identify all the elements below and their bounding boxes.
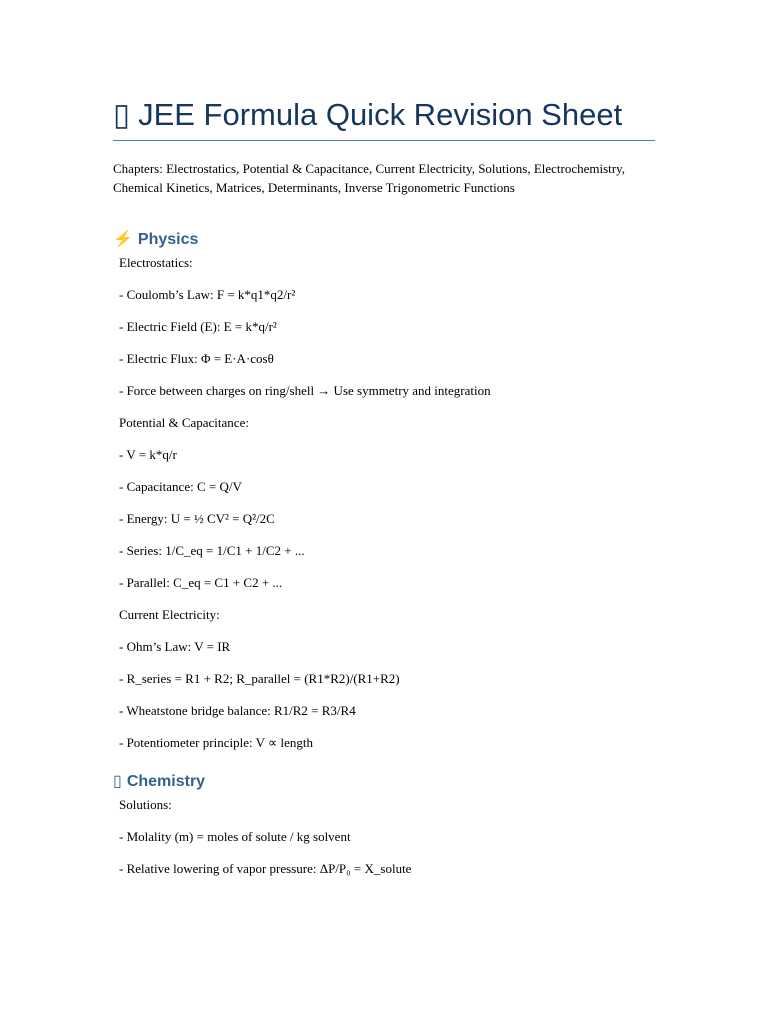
formula-line: - R_series = R1 + R2; R_parallel = (R1*R2)/(R1+R2): [119, 671, 400, 686]
formula-line: - Force between charges on ring/shell → Use symmetry and integration: [119, 383, 491, 398]
book-icon: ▯: [113, 97, 131, 132]
flask-icon: ▯: [113, 773, 122, 790]
subheading-current-electricity: Current Electricity:: [119, 607, 220, 622]
section-heading-chemistry: [113, 772, 655, 792]
formula-line: - Electric Flux: Φ = E·A·cosθ: [119, 351, 274, 366]
section-heading-text: Chemistry: [126, 773, 206, 790]
section-chemistry: [113, 772, 655, 878]
formula-line: - Molality (m) = moles of solute / kg solvent: [119, 829, 351, 844]
subheading-solutions: Solutions:: [119, 797, 172, 812]
formula-line: - Coulomb’s Law: F = k*q1*q2/r²: [119, 287, 296, 302]
formula-line: - Capacitance: C = Q/V: [119, 479, 242, 494]
formula-line: - Ohm’s Law: V = IR: [119, 639, 231, 654]
chapters-list: Chapters: Electrostatics, Potential & Capacitance, Current Electricity, Solutions, Electrochemistry, Chemical Kinetics, Matrices, Determinants, Inverse Trigonometric Functions: [113, 161, 626, 195]
formula-line: - V = k*q/r: [119, 447, 177, 462]
section-heading-text: Physics: [137, 231, 199, 248]
section-heading-physics: [113, 230, 655, 250]
formula-line: - Wheatstone bridge balance: R1/R2 = R3/R4: [119, 703, 356, 718]
formula-line: - Electric Field (E): E = k*q/r²: [119, 319, 277, 334]
subheading-electrostatics: Electrostatics:: [119, 255, 193, 270]
formula-line: - Parallel: C_eq = C1 + C2 + ...: [119, 575, 283, 590]
formula-line: - Potentiometer principle: V ∝ length: [119, 735, 314, 750]
formula-line: - Relative lowering of vapor pressure: ΔP/P₀ = X_solute: [119, 861, 412, 876]
subheading-potential-capacitance: Potential & Capacitance:: [119, 415, 249, 430]
lightning-icon: ⚡: [113, 231, 133, 248]
section-physics: [113, 230, 655, 752]
page-title: [113, 97, 655, 141]
document-page: [113, 97, 655, 891]
page-title-text: JEE Formula Quick Revision Sheet: [138, 97, 623, 132]
formula-line: - Energy: U = ½ CV² = Q²/2C: [119, 511, 275, 526]
formula-line: - Series: 1/C_eq = 1/C1 + 1/C2 + ...: [119, 543, 305, 558]
